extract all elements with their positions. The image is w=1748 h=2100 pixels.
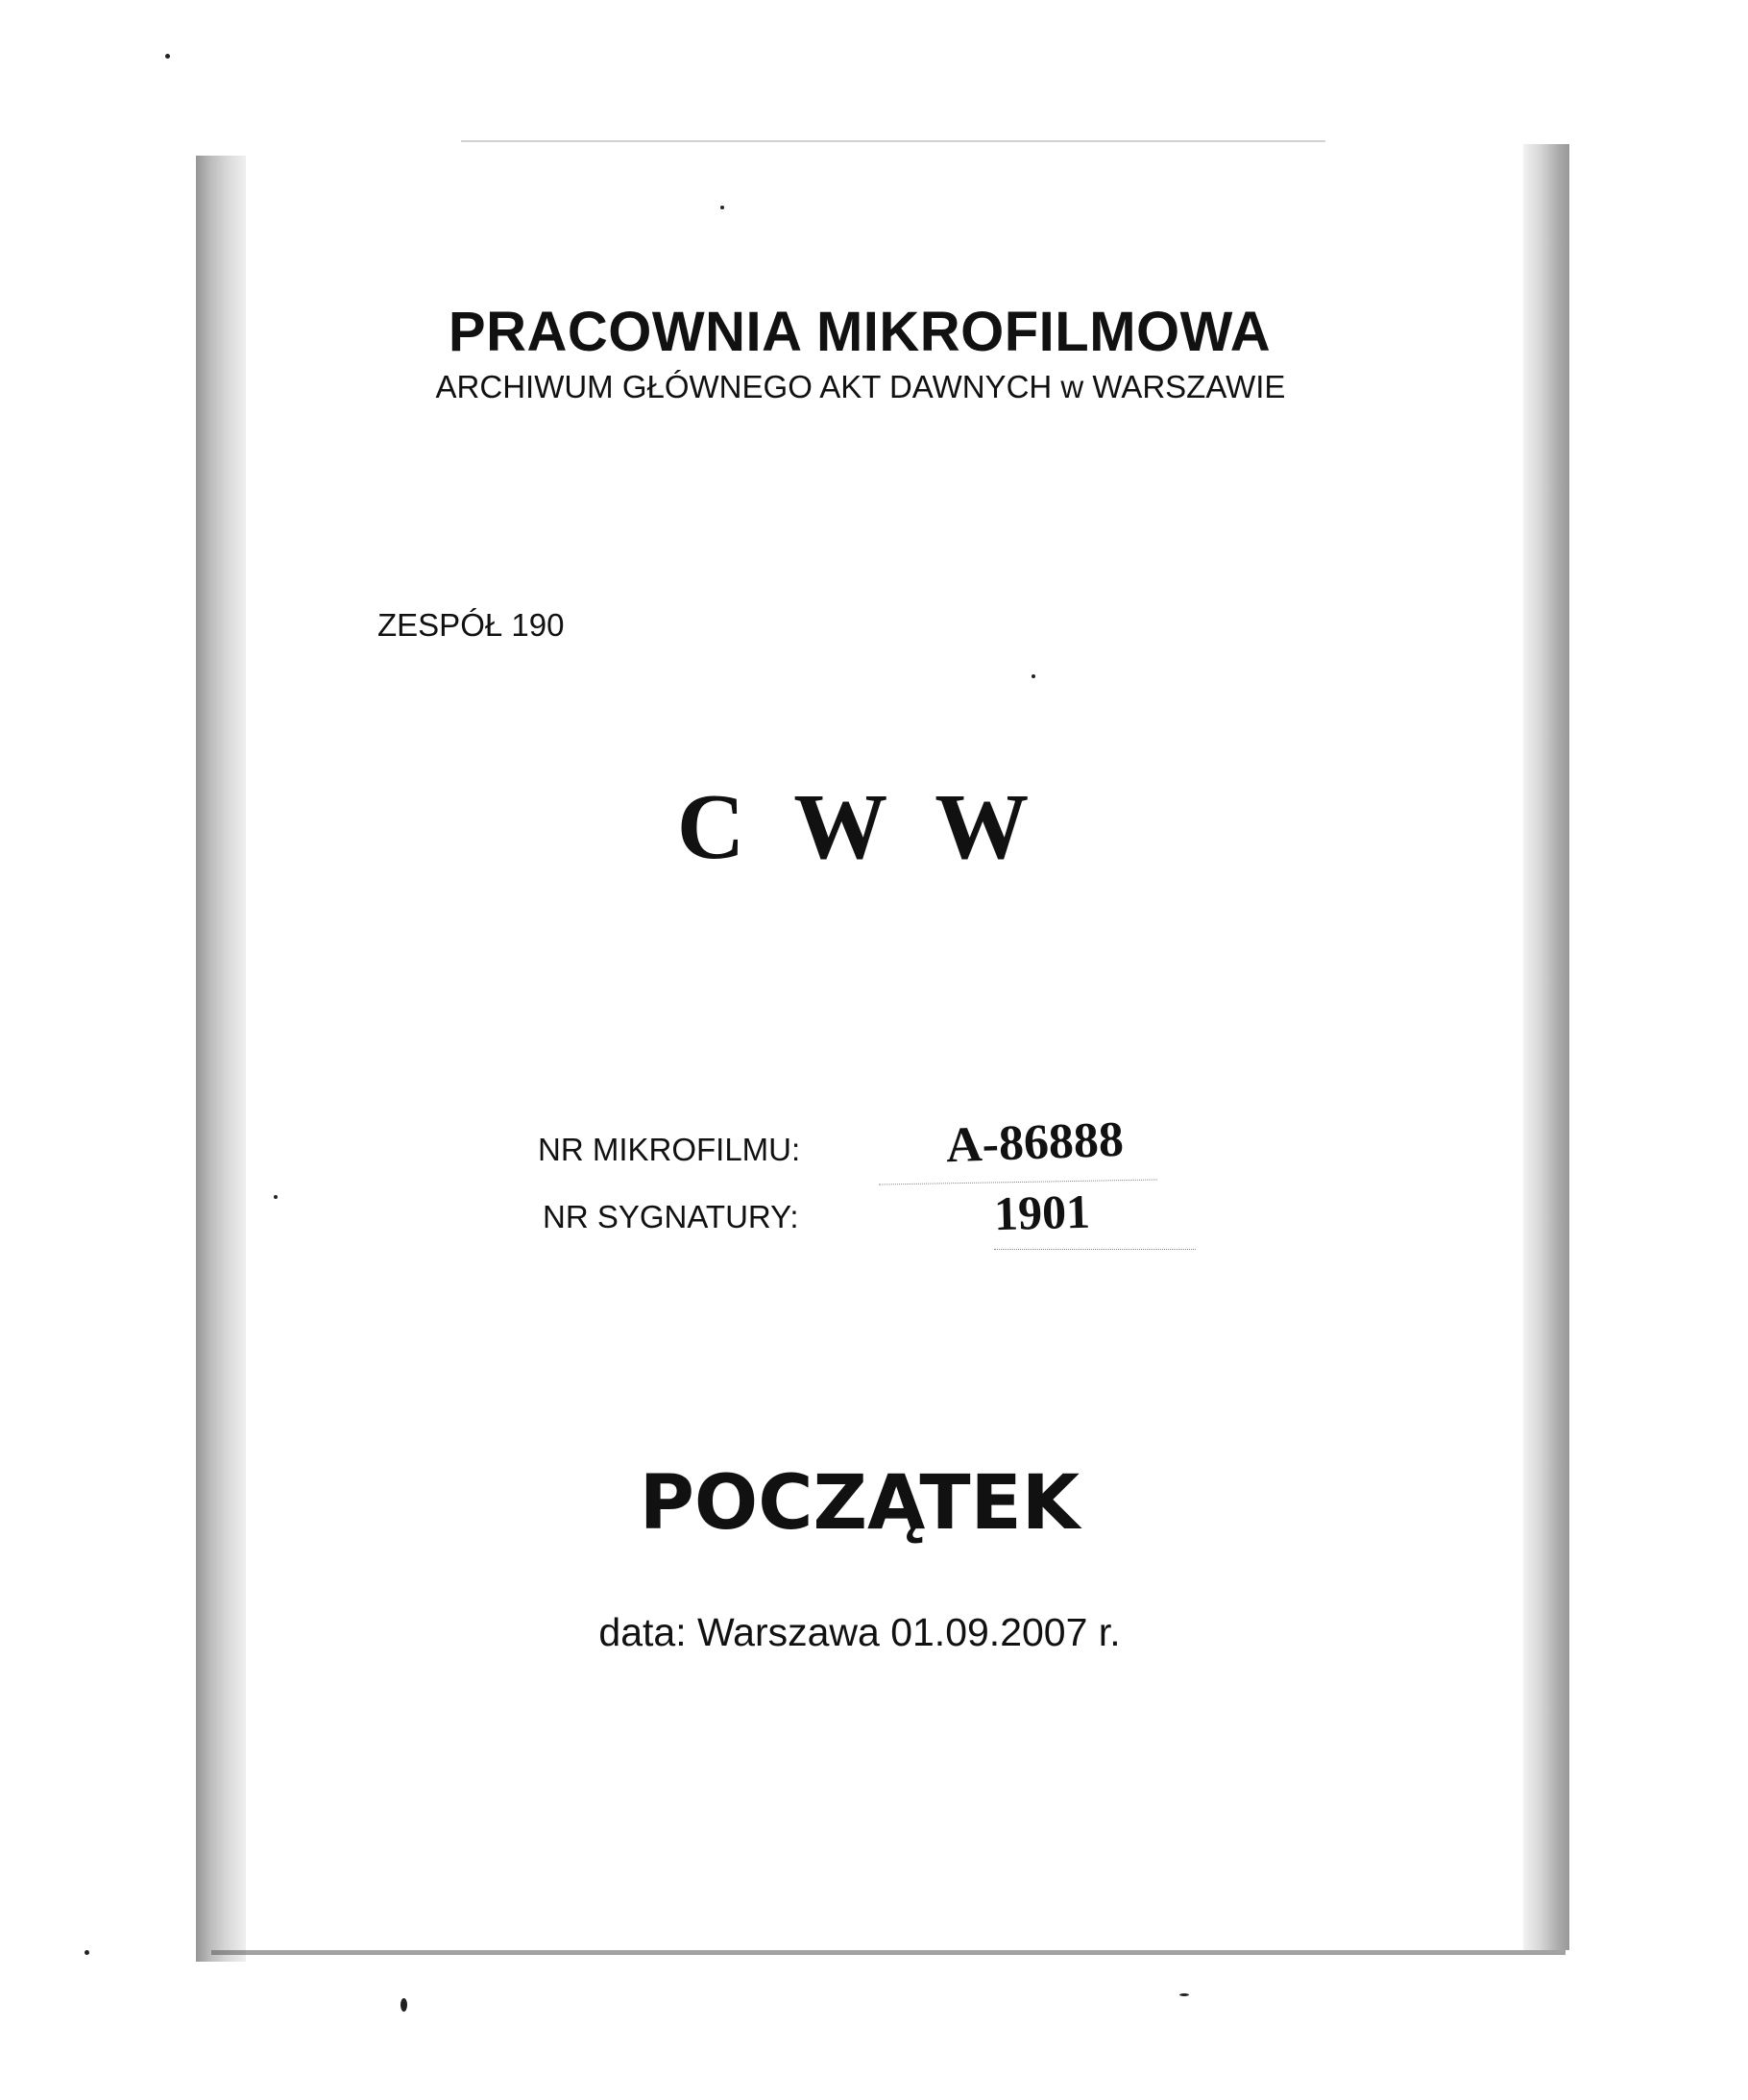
- document-subtitle: ARCHIWUM GŁÓWNEGO AKT DAWNYCH w WARSZAWIE: [435, 369, 1286, 404]
- scan-edge-top: [461, 140, 1325, 142]
- microfilm-number-value: A-86888: [945, 1111, 1125, 1174]
- scan-speck: [85, 1950, 89, 1955]
- scan-speck: [1032, 674, 1035, 678]
- signature-number-underline: [994, 1249, 1196, 1251]
- scan-speck: [401, 1998, 407, 2012]
- signature-number-label: NR SYGNATURY:: [543, 1199, 799, 1234]
- scan-speck: [274, 1195, 278, 1199]
- scan-speck: [165, 54, 170, 59]
- document-title: PRACOWNIA MIKROFILMOWA: [448, 301, 1272, 363]
- scan-edge-left: [196, 156, 246, 1962]
- fonds-label: ZESPÓŁ 190: [377, 607, 565, 643]
- scan-speck: [720, 206, 724, 209]
- date-line: data: Warszawa 01.09.2007 r.: [598, 1610, 1121, 1654]
- scan-edge-right: [1523, 144, 1569, 1950]
- collection-code: C W W: [676, 775, 1043, 879]
- scan-edge-bottom: [211, 1950, 1566, 1955]
- signature-number-value: 1901: [993, 1184, 1091, 1241]
- status-heading: POCZĄTEK: [639, 1460, 1080, 1547]
- scan-speck: [1179, 1993, 1189, 1996]
- microfilm-number-label: NR MIKROFILMU:: [538, 1132, 801, 1167]
